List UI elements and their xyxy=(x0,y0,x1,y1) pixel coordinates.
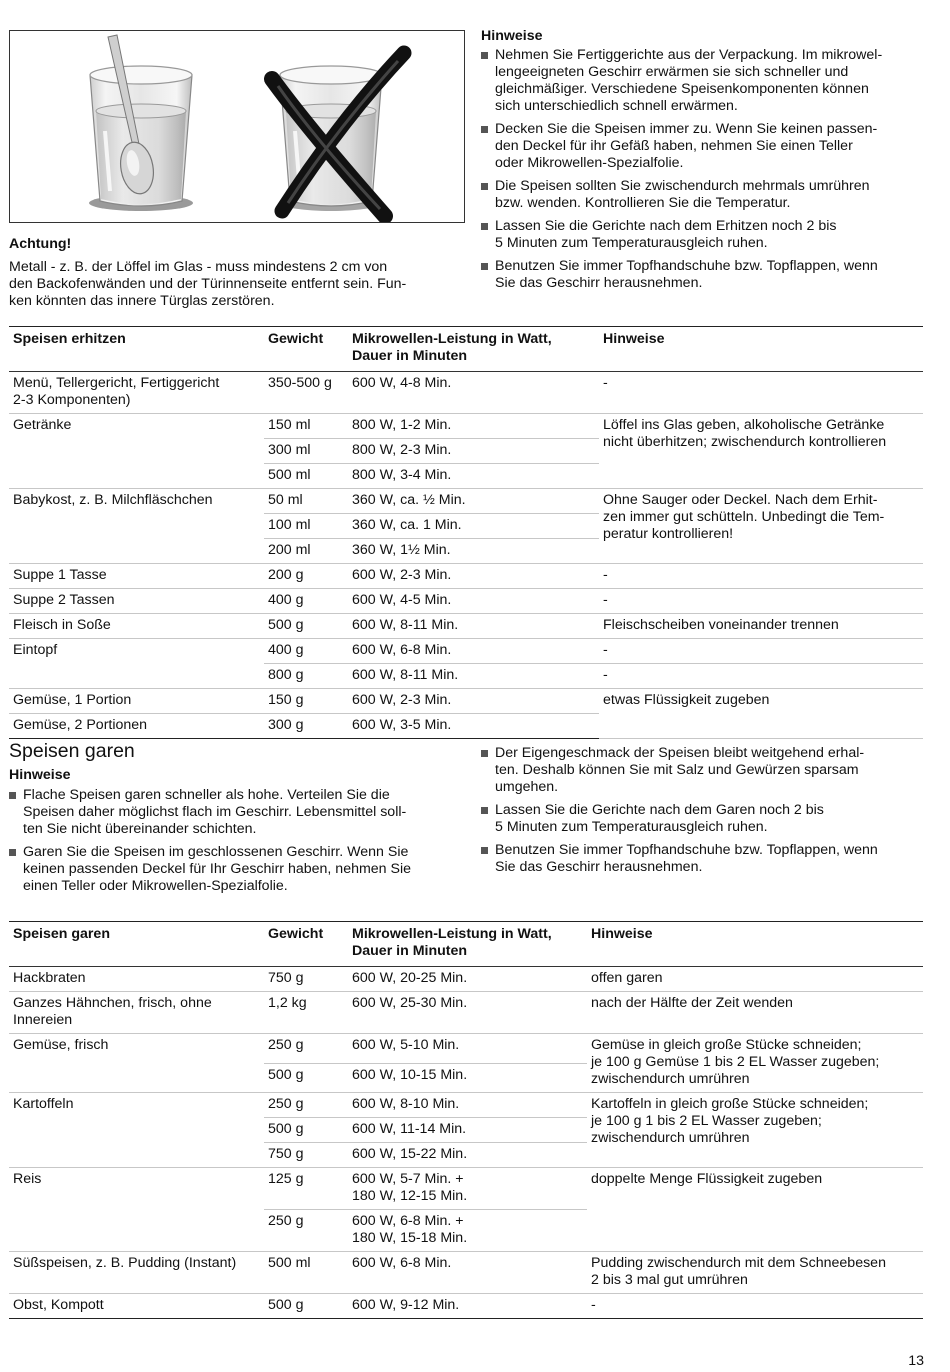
text-line: - xyxy=(603,667,608,683)
text-line: 2 bis 3 mal gut umrühren xyxy=(591,1272,748,1288)
text-line: sich unterschiedlich schnell erwärmen. xyxy=(495,98,738,114)
note-cell xyxy=(599,614,923,639)
text-line: Ganzes Hähnchen, frisch, ohne xyxy=(13,995,212,1011)
table-row xyxy=(9,614,923,639)
text-line: 600 W, 4-8 Min. xyxy=(352,375,452,391)
weight-cell xyxy=(264,1093,348,1118)
weight-cell xyxy=(264,589,348,614)
cooking-notes-right xyxy=(481,745,931,882)
food-cell xyxy=(9,1252,264,1294)
text-line: Gemüse, 2 Portionen xyxy=(13,717,148,733)
power-cell xyxy=(348,992,587,1034)
power-cell xyxy=(348,439,599,464)
illustration-frame xyxy=(9,30,465,223)
text-line: Obst, Kompott xyxy=(13,1297,104,1313)
text-line: 400 g xyxy=(268,592,304,608)
text-line: 600 W, 4-5 Min. xyxy=(352,592,452,608)
power-cell xyxy=(348,589,599,614)
text-line: Gemüse in gleich große Stücke schneiden; xyxy=(591,1037,862,1053)
text-line: - xyxy=(603,592,608,608)
weight-cell xyxy=(264,1034,348,1064)
text-line: 250 g xyxy=(268,1213,304,1229)
weight-cell xyxy=(264,1118,348,1143)
text-line: Getränke xyxy=(13,417,72,433)
weight-cell xyxy=(264,714,348,739)
power-cell xyxy=(348,489,599,514)
text-line: Speisen garen xyxy=(13,926,110,942)
text-line: 250 g xyxy=(268,1096,304,1112)
bullet-item xyxy=(481,178,931,212)
note-cell xyxy=(599,489,923,564)
text-line: Süßspeisen, z. B. Pudding (Instant) xyxy=(13,1255,237,1271)
text-line: umgehen. xyxy=(495,779,559,795)
text-line: 750 g xyxy=(268,1146,304,1162)
text-line: 600 W, 5-10 Min. xyxy=(352,1037,460,1053)
food-cell xyxy=(9,714,264,739)
glass-with-spoon-icon xyxy=(89,35,193,211)
notes-top-list xyxy=(481,47,931,292)
weight-cell xyxy=(264,539,348,564)
note-cell xyxy=(599,664,923,689)
cooking-notes-right-list xyxy=(481,745,931,876)
text-line: 200 g xyxy=(268,567,304,583)
food-cell xyxy=(9,1093,264,1168)
text-line: 360 W, ca. 1 Min. xyxy=(352,517,462,533)
power-cell xyxy=(348,639,599,664)
text-line: Metall - z. B. der Löffel im Glas - muss mindestens 2 cm von xyxy=(9,259,388,275)
food-cell xyxy=(9,1294,264,1319)
text-line: 800 W, 1-2 Min. xyxy=(352,417,452,433)
bullet-item xyxy=(481,258,931,292)
text-line: Hackbraten xyxy=(13,970,86,986)
column-header xyxy=(599,327,923,372)
power-cell xyxy=(348,714,599,739)
text-line: Lassen Sie die Gerichte nach dem Erhitzen noch 2 bis xyxy=(495,218,837,234)
bullet-item xyxy=(481,47,931,115)
text-line: Gewicht xyxy=(268,331,324,347)
food-cell xyxy=(9,1034,264,1093)
text-line: - xyxy=(591,1297,596,1313)
power-cell xyxy=(348,372,599,414)
note-cell xyxy=(599,372,923,414)
warning-title: Achtung! xyxy=(9,236,72,252)
text-line: 350-500 g xyxy=(268,375,332,391)
food-cell xyxy=(9,689,264,714)
food-cell xyxy=(9,414,264,489)
text-line: Kartoffeln xyxy=(13,1096,74,1112)
power-cell xyxy=(348,1252,587,1294)
text-line: 500 ml xyxy=(268,1255,311,1271)
text-line: 5 Minuten zum Temperaturausgleich ruhen. xyxy=(495,819,768,835)
power-cell xyxy=(348,1294,587,1319)
text-line: Fleisch in Soße xyxy=(13,617,111,633)
text-line: 360 W, ca. ½ Min. xyxy=(352,492,466,508)
text-line: je 100 g Gemüse 1 bis 2 EL Wasser zugeben; xyxy=(591,1054,880,1070)
weight-cell xyxy=(264,1168,348,1210)
text-line: Eintopf xyxy=(13,642,58,658)
weight-cell xyxy=(264,992,348,1034)
weight-cell xyxy=(264,414,348,439)
food-cell xyxy=(9,639,264,689)
weight-cell xyxy=(264,514,348,539)
power-cell xyxy=(348,564,599,589)
weight-cell xyxy=(264,1063,348,1093)
text-line: etwas Flüssigkeit zugeben xyxy=(603,692,770,708)
text-line: 600 W, 6-8 Min. xyxy=(352,642,452,658)
text-line: gleichmäßiger. Verschiedene Speisenkomponenten können xyxy=(495,81,869,97)
column-header xyxy=(9,327,264,372)
table-row xyxy=(9,414,923,439)
table-row xyxy=(9,1168,923,1210)
food-cell xyxy=(9,372,264,414)
text-line: 360 W, 1½ Min. xyxy=(352,542,451,558)
column-header xyxy=(348,327,599,372)
power-cell xyxy=(348,514,599,539)
text-line: offen garen xyxy=(591,970,663,986)
bullet-item xyxy=(481,802,931,836)
text-line: Benutzen Sie immer Topfhandschuhe bzw. Topflappen, wenn xyxy=(495,258,878,274)
glasses-illustration xyxy=(10,31,465,223)
text-line: Fleischscheiben voneinander trennen xyxy=(603,617,839,633)
power-cell xyxy=(348,464,599,489)
text-line: 150 g xyxy=(268,692,304,708)
note-cell xyxy=(599,639,923,664)
text-line: 600 W, 6-8 Min. xyxy=(352,1255,452,1271)
text-line: Flache Speisen garen schneller als hohe. Verteilen Sie die xyxy=(23,787,390,803)
page-number: 13 xyxy=(908,1353,924,1369)
text-line: Reis xyxy=(13,1171,42,1187)
text-line: 600 W, 3-5 Min. xyxy=(352,717,452,733)
cooking-notes-left-list xyxy=(9,787,459,895)
text-line: je 100 g 1 bis 2 EL Wasser zugeben; xyxy=(591,1113,822,1129)
column-header xyxy=(587,922,923,967)
text-line: 600 W, 2-3 Min. xyxy=(352,567,452,583)
weight-cell xyxy=(264,639,348,664)
text-line: 600 W, 10-15 Min. xyxy=(352,1066,468,1083)
text-line: - xyxy=(603,375,608,391)
food-cell xyxy=(9,614,264,639)
text-line: - xyxy=(603,642,608,658)
text-line: Sie das Geschirr herausnehmen. xyxy=(495,859,703,875)
text-line: Speisen erhitzen xyxy=(13,331,126,347)
text-line: ken könnten das innere Türglas zerstören. xyxy=(9,293,275,309)
notes-top xyxy=(481,28,931,298)
bullet-item xyxy=(481,745,931,796)
text-line: nach der Hälfte der Zeit wenden xyxy=(591,995,793,1011)
table-row xyxy=(9,489,923,514)
text-line: 125 g xyxy=(268,1171,304,1187)
note-cell xyxy=(587,1034,923,1093)
text-line: - xyxy=(603,567,608,583)
text-line: Benutzen Sie immer Topfhandschuhe bzw. Topflappen, wenn xyxy=(495,842,878,858)
table-row xyxy=(9,689,923,714)
text-line: Speisen daher möglichst flach im Geschirr. Lebensmittel soll- xyxy=(23,804,407,820)
text-line: 5 Minuten zum Temperaturausgleich ruhen. xyxy=(495,235,768,251)
text-line: Suppe 1 Tasse xyxy=(13,567,107,583)
text-line: bzw. wenden. Kontrollieren Sie die Temperatur. xyxy=(495,195,791,211)
text-line: 100 ml xyxy=(268,517,311,533)
food-cell xyxy=(9,992,264,1034)
bullet-item xyxy=(9,787,459,838)
text-line: Ohne Sauger oder Deckel. Nach dem Erhit- xyxy=(603,492,878,508)
text-line: 750 g xyxy=(268,970,304,986)
weight-cell xyxy=(264,614,348,639)
text-line: Mikrowellen-Leistung in Watt, xyxy=(352,926,552,942)
note-cell xyxy=(599,564,923,589)
text-line: Gemüse, frisch xyxy=(13,1037,109,1053)
text-line: Decken Sie die Speisen immer zu. Wenn Sie keinen passen- xyxy=(495,121,878,137)
power-cell xyxy=(348,664,599,689)
food-cell xyxy=(9,489,264,564)
text-line: doppelte Menge Flüssigkeit zugeben xyxy=(591,1171,823,1187)
table-row xyxy=(9,372,923,414)
note-cell xyxy=(587,967,923,992)
note-cell xyxy=(599,414,923,489)
text-line: Dauer in Minuten xyxy=(352,348,468,364)
weight-cell xyxy=(264,1252,348,1294)
text-line: 600 W, 8-11 Min. xyxy=(352,667,459,683)
text-line: 500 g xyxy=(268,1297,304,1313)
food-cell xyxy=(9,564,264,589)
text-line: 600 W, 5-7 Min. + xyxy=(352,1171,464,1187)
weight-cell xyxy=(264,1210,348,1252)
weight-cell xyxy=(264,664,348,689)
power-cell xyxy=(348,967,587,992)
text-line: Pudding zwischendurch mit dem Schneebesen xyxy=(591,1255,886,1271)
text-line: Die Speisen sollten Sie zwischendurch mehrmals umrühren xyxy=(495,178,870,194)
weight-cell xyxy=(264,1294,348,1319)
table-row xyxy=(9,992,923,1034)
table-row xyxy=(9,564,923,589)
column-header xyxy=(264,327,348,372)
text-line: Sie das Geschirr herausnehmen. xyxy=(495,275,703,291)
warning-block xyxy=(9,236,459,310)
bullet-item xyxy=(481,218,931,252)
note-cell xyxy=(587,1093,923,1168)
note-cell xyxy=(587,1252,923,1294)
power-cell xyxy=(348,1143,587,1168)
cooking-notes-left xyxy=(9,740,459,901)
weight-cell xyxy=(264,372,348,414)
weight-cell xyxy=(264,489,348,514)
text-line: zwischendurch umrühren xyxy=(591,1130,750,1146)
food-cell xyxy=(9,589,264,614)
text-line: 600 W, 15-22 Min. xyxy=(352,1146,468,1162)
text-line: 600 W, 20-25 Min. xyxy=(352,970,468,986)
table-row xyxy=(9,1034,923,1064)
power-cell xyxy=(348,539,599,564)
text-line: Gewicht xyxy=(268,926,324,942)
text-line: 300 ml xyxy=(268,442,311,458)
table-row xyxy=(9,967,923,992)
text-line: keinen passenden Deckel für Ihr Geschirr haben, nehmen Sie xyxy=(23,861,412,877)
text-line: 800 g xyxy=(268,667,304,683)
text-line: lengeeigneten Geschirr erwärmen sie sich schneller und xyxy=(495,64,849,80)
text-line: nicht überhitzen; zwischendurch kontrollieren xyxy=(603,434,887,450)
text-line: 180 W, 15-18 Min. xyxy=(352,1230,468,1246)
text-line: 600 W, 8-10 Min. xyxy=(352,1096,460,1112)
text-line: Innereien xyxy=(13,1012,73,1028)
table-row xyxy=(9,1252,923,1294)
weight-cell xyxy=(264,689,348,714)
text-line: 2-3 Komponenten) xyxy=(13,392,131,408)
weight-cell xyxy=(264,439,348,464)
note-cell xyxy=(599,689,923,739)
cooking-notes-title: Hinweise xyxy=(9,767,71,783)
crossed-out-glass-icon xyxy=(272,53,404,216)
text-line: 600 W, 25-30 Min. xyxy=(352,995,468,1011)
warning-text xyxy=(9,259,459,310)
column-header xyxy=(264,922,348,967)
text-line: Mikrowellen-Leistung in Watt, xyxy=(352,331,552,347)
weight-cell xyxy=(264,1143,348,1168)
bullet-item xyxy=(481,121,931,172)
text-line: 600 W, 6-8 Min. + xyxy=(352,1213,464,1229)
table-row xyxy=(9,639,923,664)
power-cell xyxy=(348,1168,587,1210)
text-line: ten. Deshalb können Sie mit Salz und Gewürzen sparsam xyxy=(495,762,859,778)
table-row xyxy=(9,1294,923,1319)
table-row xyxy=(9,1093,923,1118)
text-line: zen immer gut schütteln. Unbedingt die Tem- xyxy=(603,509,885,525)
text-line: den Deckel für ihr Gefäß haben, nehmen Sie einen Teller xyxy=(495,138,853,154)
text-line: 200 ml xyxy=(268,542,311,558)
power-cell xyxy=(348,1034,587,1064)
food-cell xyxy=(9,1168,264,1252)
text-line: 180 W, 12-15 Min. xyxy=(352,1188,468,1204)
text-line: 500 g xyxy=(268,617,304,633)
text-line: Babykost, z. B. Milchfläschchen xyxy=(13,492,213,508)
text-line: 600 W, 9-12 Min. xyxy=(352,1297,460,1313)
cooking-table xyxy=(9,921,923,1319)
note-cell xyxy=(599,589,923,614)
note-cell xyxy=(587,1168,923,1252)
text-line: Gemüse, 1 Portion xyxy=(13,692,132,708)
text-line: ten Sie nicht übereinander schichten. xyxy=(23,821,257,837)
power-cell xyxy=(348,689,599,714)
text-line: peratur kontrollieren! xyxy=(603,526,734,542)
power-cell xyxy=(348,1093,587,1118)
text-line: Lassen Sie die Gerichte nach dem Garen noch 2 bis xyxy=(495,802,824,818)
text-line: Hinweise xyxy=(603,331,665,347)
text-line: 150 ml xyxy=(268,417,311,433)
power-cell xyxy=(348,1063,587,1093)
table-row xyxy=(9,589,923,614)
food-cell xyxy=(9,967,264,992)
text-line: Menü, Tellergericht, Fertiggericht xyxy=(13,375,220,391)
bullet-item xyxy=(9,844,459,895)
text-line: 50 ml xyxy=(268,492,303,508)
text-line: 600 W, 2-3 Min. xyxy=(352,692,452,708)
power-cell xyxy=(348,614,599,639)
power-cell xyxy=(348,1118,587,1143)
text-line: 500 g xyxy=(268,1066,304,1083)
section-heading: Speisen garen xyxy=(9,740,135,762)
text-line: Garen Sie die Speisen im geschlossenen Geschirr. Wenn Sie xyxy=(23,844,409,860)
text-line: 250 g xyxy=(268,1037,304,1053)
text-line: einen Teller oder Mikrowellen-Spezialfolie. xyxy=(23,878,288,894)
text-line: 500 ml xyxy=(268,467,311,483)
column-header xyxy=(9,922,264,967)
weight-cell xyxy=(264,464,348,489)
text-line: Suppe 2 Tassen xyxy=(13,592,115,608)
text-line: Nehmen Sie Fertiggerichte aus der Verpackung. Im mikrowel- xyxy=(495,47,883,63)
text-line: 600 W, 8-11 Min. xyxy=(352,617,459,633)
text-line: zwischendurch umrühren xyxy=(591,1071,750,1087)
text-line: 800 W, 3-4 Min. xyxy=(352,467,452,483)
text-line: 600 W, 11-14 Min. xyxy=(352,1121,467,1137)
weight-cell xyxy=(264,967,348,992)
power-cell xyxy=(348,1210,587,1252)
text-line: Der Eigengeschmack der Speisen bleibt weitgehend erhal- xyxy=(495,745,865,761)
text-line: Hinweise xyxy=(591,926,653,942)
text-line: oder Mikrowellen-Spezialfolie. xyxy=(495,155,684,171)
text-line: 1,2 kg xyxy=(268,995,307,1011)
text-line: Löffel ins Glas geben, alkoholische Getränke xyxy=(603,417,885,433)
column-header xyxy=(348,922,587,967)
text-line: 400 g xyxy=(268,642,304,658)
text-line: 300 g xyxy=(268,717,304,733)
weight-cell xyxy=(264,564,348,589)
text-line: 800 W, 2-3 Min. xyxy=(352,442,452,458)
note-cell xyxy=(587,1294,923,1319)
notes-top-title: Hinweise xyxy=(481,28,543,44)
heating-table xyxy=(9,326,923,739)
text-line: den Backofenwänden und der Türinnenseite entfernt sein. Fun- xyxy=(9,276,407,292)
bullet-item xyxy=(481,842,931,876)
power-cell xyxy=(348,414,599,439)
text-line: Kartoffeln in gleich große Stücke schneiden; xyxy=(591,1096,869,1112)
text-line: 500 g xyxy=(268,1121,304,1137)
text-line: Dauer in Minuten xyxy=(352,943,468,959)
note-cell xyxy=(587,992,923,1034)
